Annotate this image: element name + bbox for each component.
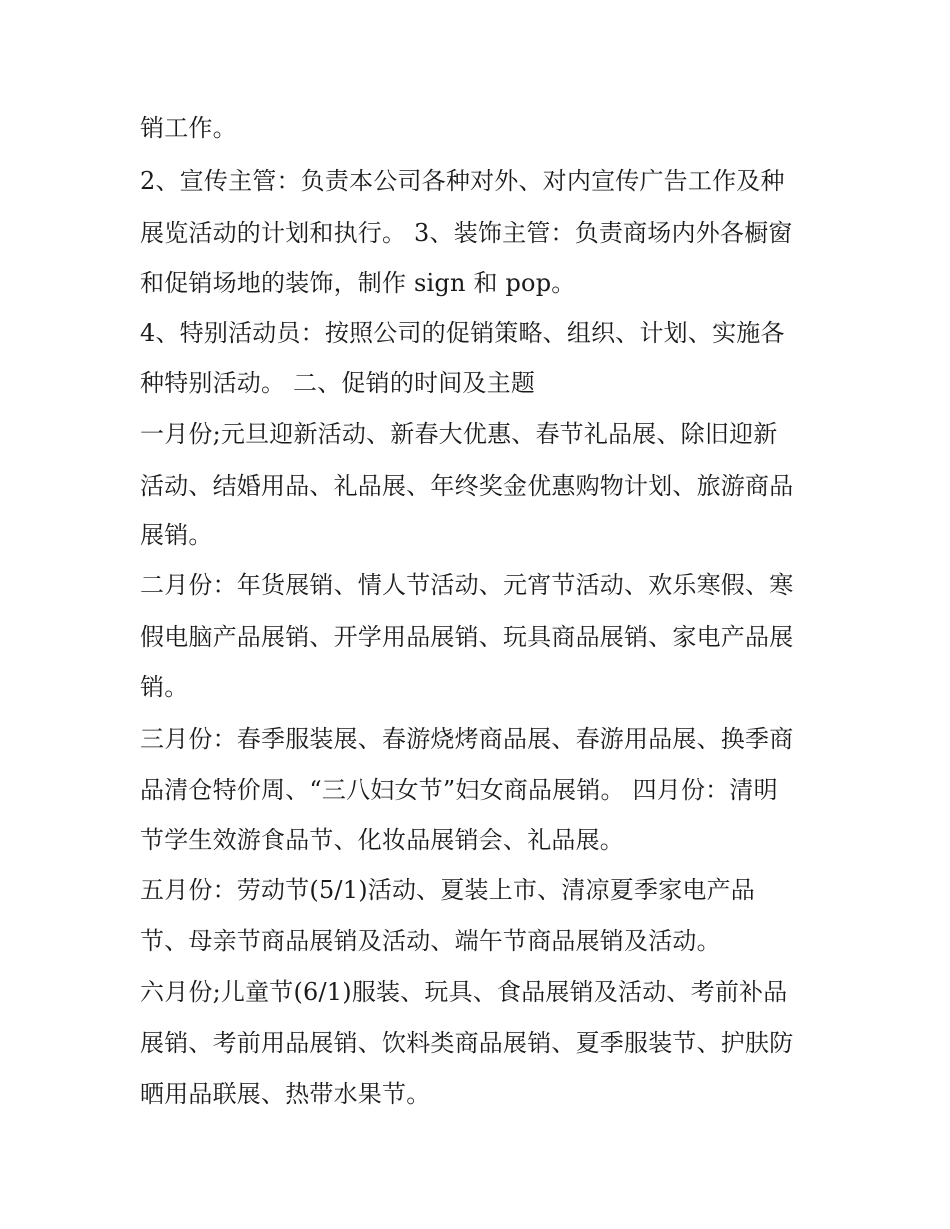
text-line: 二月份：年货展销、情人节活动、元宵节活动、欢乐寒假、寒 — [140, 571, 794, 599]
text-line: 展销、考前用品展销、饮料类商品展销、夏季服装节、护肤防 — [140, 1029, 794, 1057]
text-line: 六月份;儿童节(6/1)服装、玩具、食品展销及活动、考前补品 — [140, 978, 788, 1006]
text-line: 4、特别活动员：按照公司的促销策略、组织、计划、实施各 — [140, 319, 785, 347]
text-line: 节、母亲节商品展销及活动、端午节商品展销及活动。 — [140, 927, 721, 955]
text-line: 一月份;元旦迎新活动、新春大优惠、春节礼品展、除旧迎新 — [140, 420, 778, 448]
text-line: 活动、结婚用品、礼品展、年终奖金优惠购物计划、旅游商品 — [140, 472, 794, 500]
text-line: 销工作。 — [140, 114, 237, 142]
text-line: 品清仓特价周、“三八妇女节”妇女商品展销。 四月份：清明 — [140, 776, 778, 804]
text-line: 销。 — [140, 673, 189, 701]
text-line: 节学生效游食品节、化妆品展销会、礼品展。 — [140, 826, 624, 854]
text-line: 三月份：春季服装展、春游烧烤商品展、春游用品展、换季商 — [140, 725, 794, 753]
text-line: 假电脑产品展销、开学用品展销、玩具商品展销、家电产品展 — [140, 623, 794, 651]
text-line: 2、宣传主管：负责本公司各种对外、对内宣传广告工作及种 — [140, 167, 785, 195]
text-line: 晒用品联展、热带水果节。 — [140, 1080, 431, 1108]
text-line: 五月份：劳动节(5/1)活动、夏装上市、清凉夏季家电产品 — [140, 876, 755, 904]
text-line: 展销。 — [140, 521, 213, 549]
text-line: 种特别活动。 二、促销的时间及主题 — [140, 369, 536, 397]
text-line: 展览活动的计划和执行。 3、装饰主管：负责商场内外各橱窗 — [140, 219, 793, 247]
text-line: 和促销场地的装饰，制作 sign 和 pop。 — [140, 269, 576, 297]
